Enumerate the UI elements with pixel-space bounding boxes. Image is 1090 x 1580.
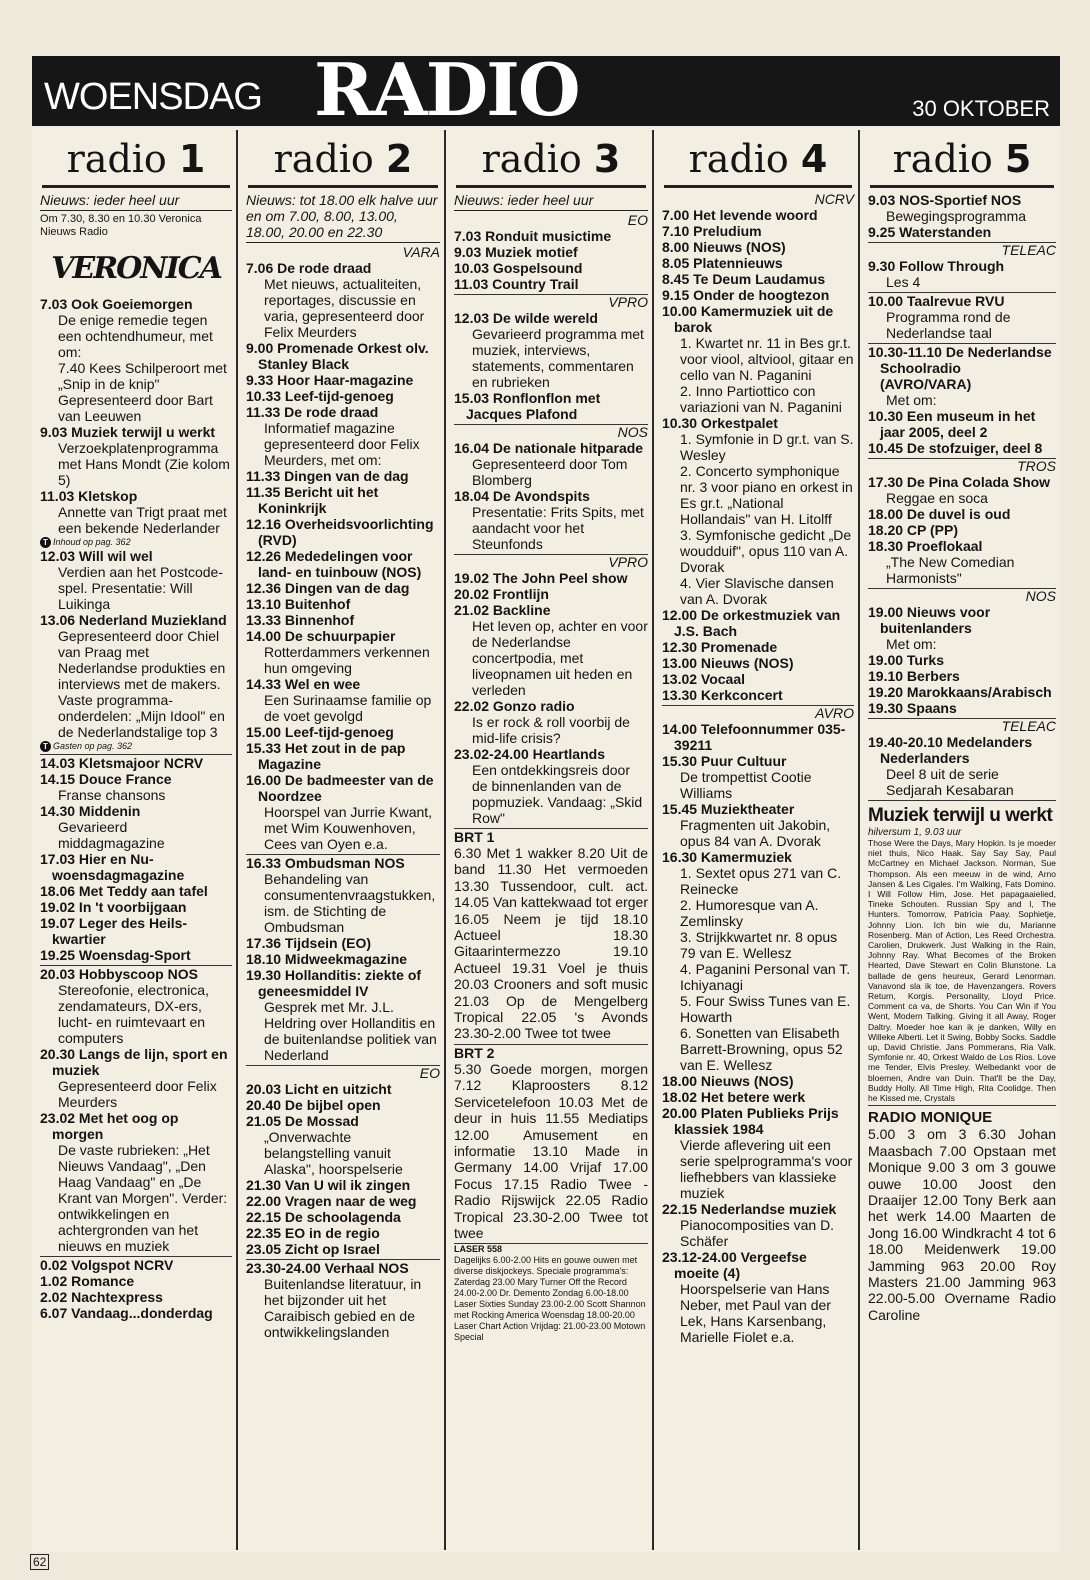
program-line: Hoorspelserie van Hans Neber, met Paul van der Lek, Hans Karsenbang, Marielle Fiolet e.a.	[680, 1281, 831, 1345]
program-line: 0.02 Volgspot NCRV	[40, 1257, 174, 1273]
program-line: 6.07 Vandaag...donderdag	[40, 1305, 213, 1321]
program-line: 23.30-24.00 Verhaal NOS	[246, 1260, 409, 1276]
laser-schedule: Dagelijks 6.00-2.00 Hits en gouwe ouwen met diverse diskjockeys. Speciale programma's: Zaterdag 23.00 Mary Turner Off the Record 24.00-2.00 Dr. Demento Zondag 6.00-18.00 Laser Sixties Sunday 23.00-2.00 Scott Shannon met Rocking America Woensdag 18.00-20.00 Laser Chart Action Vrijdag: 21.00-23.00 Motown Special	[454, 1255, 646, 1343]
program-line: 6. Sonetten van Elisabeth Barrett-Browning, opus 52 van E. Wellesz	[680, 1025, 843, 1073]
program-line: 4. Vier Slavische dansen van A. Dvorak	[680, 575, 834, 607]
program-line: 18.20 CP (PP)	[868, 522, 959, 538]
program-line: 12.16 Overheidsvoorlichting (RVD)	[246, 516, 434, 548]
program-block	[868, 343, 1056, 456]
program-line: 19.07 Leger des Heils-kwartier	[40, 915, 188, 947]
program-line: 2. Inno Partiottico con variazioni van N. Paganini	[680, 383, 842, 415]
program-line: 22.00 Vragen naar de weg	[246, 1193, 417, 1209]
program-line: 10.03 Gospelsound	[454, 260, 583, 276]
program-block	[662, 207, 854, 703]
program-line: 18.00 Nieuws (NOS)	[662, 1073, 794, 1089]
program-line: 12.26 Mededelingen voor land- en tuinbouw (NOS)	[246, 548, 422, 580]
program-line: 12.36 Dingen van de dag	[246, 580, 410, 596]
program-line: 21.02 Backline	[454, 602, 551, 618]
program-line: 22.35 EO in de regio	[246, 1225, 380, 1241]
program-block	[454, 440, 648, 552]
program-block	[868, 474, 1056, 586]
program-line: Gevarieerd middagmagazine	[58, 819, 165, 851]
program-line: Een Surinaamse familie op de voet gevolgd	[264, 692, 432, 724]
program-line: 22.02 Gonzo radio	[454, 698, 575, 714]
program-line: Presentatie: Frits Spits, met aandacht voor het Steunfonds	[472, 504, 644, 552]
program-block	[246, 1259, 440, 1340]
program-line: 17.03 Hier en Nu-woensdagmagazine	[40, 851, 185, 883]
broadcaster: EO	[419, 1065, 440, 1081]
program-line: 19.25 Woensdag-Sport	[40, 947, 191, 963]
feature-title: Muziek terwijl u werkt	[868, 805, 1053, 826]
program-line: 20.40 De bijbel open	[246, 1097, 381, 1113]
info-note: T Gasten op pag. 362	[40, 740, 232, 752]
program-line: 10.30 Orkestpalet	[662, 415, 778, 431]
program-line: 15.33 Het zout in de pap Magazine	[246, 740, 406, 772]
program-line: 19.40-20.10 Medelanders Nederlanders	[868, 734, 1033, 766]
program-line: 13.00 Nieuws (NOS)	[662, 655, 794, 671]
program-line: Buitenlandse literatuur, in het bijzonder uit het Caraibisch gebied en de ontwikkelingslanden	[264, 1276, 422, 1340]
program-line: 12.00 De orkestmuziek van J.S. Bach	[662, 607, 841, 639]
program-line: 20.02 Frontlijn	[454, 586, 549, 602]
program-line: 13.30 Kerkconcert	[662, 687, 783, 703]
program-line: 20.30 Langs de lijn, sport en muziek	[40, 1046, 228, 1078]
program-line: Het leven op, achter en voor de Nederlandse concertpodia, met liveopnamen uit heden en verleden	[472, 618, 648, 698]
program-line: 16.30 Kamermuziek	[662, 849, 792, 865]
program-line: 19.30 Spaans	[868, 700, 957, 716]
program-line: Deel 8 uit de serie Sedjarah Kesabaran	[886, 766, 1014, 798]
broadcaster: VPRO	[608, 554, 648, 570]
program-line: 23.12-24.00 Vergeefse moeite (4)	[662, 1249, 807, 1281]
program-line: 8.05 Platennieuws	[662, 255, 783, 271]
program-line: 2. Concerto symphonique nr. 3 voor piano en orkest in Es gr.t. „National Hollandais" van H. Litolff	[680, 463, 853, 527]
program-line: 1. Kwartet nr. 11 in Bes gr.t. voor viool, altviool, gitaar en cello van N. Paganini	[680, 335, 854, 383]
program-line: 9.15 Onder de hoogtezon	[662, 287, 830, 303]
program-line: 9.30 Follow Through	[868, 258, 1005, 274]
broadcaster: NOS	[1025, 588, 1056, 604]
broadcaster: TELEAC	[1001, 242, 1056, 258]
program-line: 17.36 Tijdsein (EO)	[246, 935, 372, 951]
program-line: 19.02 The John Peel show	[454, 570, 628, 586]
program-block	[454, 310, 648, 422]
program-line: 10.30 Een museum in het jaar 2005, deel 2	[868, 408, 1036, 440]
program-line: Rotterdammers verkennen hun omgeving	[264, 644, 430, 676]
program-block	[246, 854, 440, 1063]
program-line: 18.06 Met Teddy aan tafel	[40, 883, 208, 899]
program-line: 11.33 De rode draad	[246, 404, 379, 420]
program-description: Verzoekplatenprogramma met Hans Mondt (Zie kolom 5)	[58, 440, 230, 488]
program-line: 15.30 Puur Cultuur	[662, 753, 787, 769]
program-line: 2.02 Nachtexpress	[40, 1289, 163, 1305]
program-line: 1.02 Romance	[40, 1273, 135, 1289]
page-header	[32, 47, 1060, 132]
program-line: 7.00 Het levende woord	[662, 207, 818, 223]
program-line: De trompettist Cootie Williams	[680, 769, 812, 801]
program-line: 14.30 Middenin	[40, 803, 141, 819]
program-line: „Onverwachte belangstelling vanuit Alaska", hoorspelserie	[264, 1129, 403, 1177]
program-line: Programma rond de Nederlandse taal	[886, 309, 1011, 341]
program-line: 19.02 In 't voorbijgaan	[40, 899, 187, 915]
program-line: 19.10 Berbers	[868, 668, 960, 684]
program-line: 10.00 Taalrevue RVU	[868, 293, 1005, 309]
program-line: 8.00 Nieuws (NOS)	[662, 239, 786, 255]
program-line: 10.33 Leef-tijd-genoeg	[246, 388, 394, 404]
program-line: Gepresenteerd door Felix Meurders	[58, 1078, 217, 1110]
program-line: 19.20 Marokkaans/Arabisch	[868, 684, 1052, 700]
weekday: WOENSDAG	[44, 76, 262, 118]
broadcaster: VPRO	[608, 294, 648, 310]
program-line: 10.30-11.10 De Nederlandse Schoolradio (AVRO/VARA)	[868, 344, 1052, 392]
program-block	[662, 721, 854, 1345]
program-line: 11.35 Bericht uit het Koninkrijk	[246, 484, 379, 516]
program-line: 23.02-24.00 Heartlands	[454, 746, 605, 762]
program-line: 17.30 De Pina Colada Show	[868, 474, 1051, 490]
column-title: radio 2	[248, 130, 438, 188]
program-block	[868, 258, 1056, 290]
program-line: 3. Strijkkwartet nr. 8 opus 79 van E. Wellesz	[680, 929, 838, 961]
program-line: 2. Humoresque van A. Zemlinsky	[680, 897, 819, 929]
program-line: 12.03 De wilde wereld	[454, 310, 598, 326]
program-line: 22.15 Nederlandse muziek	[662, 1201, 837, 1217]
program-line: 9.25 Waterstanden	[868, 224, 992, 240]
column-radio-5	[858, 130, 1060, 1550]
brt1-schedule: 6.30 Met 1 wakker 8.20 Uit de band 11.30 Het vermoeden 13.30 Tussendoor, cult. act. 14.05 Van kattekwaad tot erger 16.05 Neem je tijd 18.10 Actueel 18.30 Gitaarintermezzo 19.10 Actueel 19.31 Voel je thuis 20.03 Crooners and soft music 21.03 Op de Mengelberg Tropical 22.05 's Avonds 23.30-2.00 Twee tot twee	[454, 845, 648, 1042]
program-line: 5. Four Swiss Tunes van E. Howarth	[680, 993, 851, 1025]
veronica-logo: VERONICA	[51, 251, 221, 286]
program-line: 18.04 De Avondspits	[454, 488, 590, 504]
brt1-title: BRT 1	[454, 829, 495, 845]
program-line: 18.02 Het betere werk	[662, 1089, 806, 1105]
program-line: 14.15 Douce France	[40, 771, 172, 787]
radio-monique-title: RADIO MONIQUE	[868, 1109, 993, 1127]
program-line: 14.33 Wel en wee	[246, 676, 361, 692]
program-line: Gesprek met Mr. J.L. Heldring over Hollanditis en de buitenlandse politiek van Nederland	[264, 999, 437, 1063]
program-block	[868, 604, 1056, 716]
program-line: Franse chansons	[58, 787, 166, 803]
column-radio-4	[652, 130, 858, 1550]
program-line: 18.00 De duvel is oud	[868, 506, 1011, 522]
broadcaster: VARA	[402, 244, 440, 260]
column-title: radio 3	[456, 130, 646, 188]
program-line: 14.03 Kletsmajoor NCRV	[40, 755, 204, 771]
program-line: Met nieuws, actualiteiten, reportages, discussie en varia, gepresenteerd door Felix Meurders	[264, 276, 425, 340]
feature-subtitle: hilversum 1, 9.03 uur	[868, 827, 962, 838]
program-line: 9.03 Muziek motief	[454, 244, 578, 260]
program-line: 9.33 Hoor Haar-magazine	[246, 372, 414, 388]
program-title: 11.03 Kletskop	[40, 488, 138, 504]
program-list	[40, 296, 232, 536]
broadcaster: TROS	[1017, 458, 1056, 474]
program-line: Stereofonie, electronica, zendamateurs, DX-ers, lucht- en ruimtevaart en computers	[58, 982, 209, 1046]
program-line: 13.33 Binnenhof	[246, 612, 355, 628]
program-line: Met om:	[886, 636, 937, 652]
broadcaster: TELEAC	[1001, 718, 1056, 734]
program-line: 10.45 De stofzuiger, deel 8	[868, 440, 1043, 456]
program-line: 21.30 Van U wil ik zingen	[246, 1177, 411, 1193]
feature-playlist: Those Were the Days, Mary Hopkin. Is je moeder niet thuis, Nico Haak. Say Say Say, Paul McCartney en Michael Jackson. Norman, Sue Thompson. Als een meeuw in de wind, Arno Jansen & Les Cigales. I'm Walking, Fats Domino. I Will Follow Him, Jose. Het papagaaielied, Tineke Schouten. Russian Spy and I, The Hunters. Tomorrow, Patricia Paay. Sophietje, Johnny Lion. Ich bin wie du, Marianne Rosenberg. Man of Action, Les Reed Orchestra. Carolien, Drukwerk. Just Walking in the Rain, Johnny Ray. What Becomes of the Broken Hearted, Dave Stewart en Colin Blunstone. La ballade de gens heureux, Gerard Lenorman. Vanavond sla ik toe, de Havenzangers. Rovers Return, Korgis. Personality, Lloyd Price. Comment ca va, de Shorts. You Can Win if You Went, Modern Talking. Giving it all Away, Roger Daltry. Moeder hoe kan ik je danken, Willy en Willeke Alberti. Let it Swing, Bobby Socks. Saddle up, David Christie. Jans Pommerans, Ria Valk. Symfonie nr. 40, Orkest Waldo de Los Rios. Love me Tender, Elvis Presley. Welbedankt voor de bloemen, Andre van Duin. That'll be the Day, Buddy Holly. All Time High, Rita Coolidge. Then he Kissed me, Crystals	[868, 838, 1056, 1104]
program-block	[454, 228, 648, 292]
program-line: Een ontdekkingsreis door de binnenlanden van de popmuziek. Vandaag: „Skid Row"	[472, 762, 643, 826]
program-line: 22.15 De schoolagenda	[246, 1209, 401, 1225]
program-line: 16.33 Ombudsman NOS	[246, 855, 405, 871]
column-radio-2	[236, 130, 444, 1550]
program-line: Informatief magazine gepresenteerd door Felix Meurders, met om:	[264, 420, 420, 468]
program-line: 13.02 Vocaal	[662, 671, 746, 687]
program-line: 9.00 Promenade Orkest olv. Stanley Black	[246, 340, 429, 372]
news-note: Nieuws: ieder heel uur	[454, 192, 648, 211]
program-line: 7.03 Ronduit musictime	[454, 228, 612, 244]
program-line: 15.00 Leef-tijd-genoeg	[246, 724, 394, 740]
program-line: Vierde aflevering uit een serie spelprogramma's voor liefhebbers van klassieke muziek	[680, 1137, 853, 1201]
program-title: 7.03 Ook Goeiemorgen	[40, 296, 193, 312]
program-line: 8.45 Te Deum Laudamus	[662, 271, 826, 287]
program-block	[454, 570, 648, 826]
date: 30 OKTOBER	[912, 96, 1050, 121]
program-line: „The New Comedian Harmonists"	[886, 554, 1015, 586]
program-description: 7.40 Kees Schilperoort met „Snip in de knip" Gepresenteerd door Bart van Leeuwen	[58, 360, 227, 424]
program-line: Hoorspel van Jurrie Kwant, met Wim Kouwenhoven, Cees van Oyen e.a.	[264, 804, 433, 852]
program-line: 12.30 Promenade	[662, 639, 778, 655]
program-line: 21.05 De Mossad	[246, 1113, 359, 1129]
program-line: 3. Symfonische gedicht „De woudduif", opus 110 van A. Dvorak	[680, 527, 852, 575]
program-line: 20.00 Platen Publieks Prijs klassiek 1984	[662, 1105, 839, 1137]
program-line: 1. Sextet opus 271 van C. Reinecke	[680, 865, 842, 897]
program-line: 13.10 Buitenhof	[246, 596, 351, 612]
station-columns	[32, 130, 1060, 1550]
program-line: Is er rock & roll voorbij de mid-life crisis?	[472, 714, 630, 746]
news-note: Nieuws: ieder heel uur	[40, 192, 232, 211]
radio-monique-schedule: 5.00 3 om 3 6.30 Johan Maasbach 7.00 Opstaan met Monique 9.00 3 om 3 gouwe ouwe 10.00 Joost den Draaijer 12.00 Tony Berk aan het werk 14.00 Maarten de Jong 16.00 Windkracht 4 tot 6 18.00 Meidenwerk 19.00 Jamming 963 20.00 Roy Masters 21.00 Jamming 963 22.00-5.00 Overname Radio Caroline	[868, 1126, 1056, 1323]
program-description: Annette van Trigt praat met een bekende Nederlander	[58, 504, 227, 536]
brt2-title: BRT 2	[454, 1044, 495, 1061]
program-line: 10.00 Kamermuziek uit de barok	[662, 303, 834, 335]
column-title: radio 5	[870, 130, 1054, 188]
info-note: T Inhoud op pag. 362	[40, 536, 232, 548]
block-divider	[868, 800, 1056, 801]
program-line: 15.45 Muziektheater	[662, 801, 795, 817]
program-line: Gevarieerd programma met muziek, interviews, statements, commentaren en rubrieken	[472, 326, 644, 390]
program-line: 19.30 Hollanditis: ziekte of geneesmiddel IV	[246, 967, 422, 999]
program-line: 14.00 De schuurpapier	[246, 628, 396, 644]
program-block	[868, 292, 1056, 341]
section-title: RADIO	[314, 47, 579, 132]
program-line: 18.10 Midweekmagazine	[246, 951, 408, 967]
broadcaster: AVRO	[815, 705, 854, 721]
program-line: Met om:	[886, 392, 937, 408]
laser-title: LASER 558	[454, 1244, 503, 1255]
brt2-schedule: 5.30 Goede morgen, morgen 7.12 Klaproosters 8.12 Servicetelefoon 10.03 Met de deur in huis 11.55 Mediatips 12.00 Amusement en informatie 13.10 Made in Germany 14.00 Vrijaf 17.00 Focus 17.15 Radio Twee - Radio Rijswijck 22.05 Radio Tropical 23.30-2.00 Twee tot twee	[454, 1060, 648, 1241]
program-line: 18.30 Proeflokaal	[868, 538, 983, 554]
program-line: 9.03 NOS-Sportief NOS	[868, 192, 1022, 208]
column-title: radio 1	[42, 130, 230, 188]
program-line: Gepresenteerd door Tom Blomberg	[472, 456, 628, 488]
program-line: De vaste rubrieken: „Het Nieuws Vandaag", „Den Haag Vandaag" en „De Krant van Morgen". Verder: ontwikkelingen en achtergronden van het nieuws en muziek	[58, 1142, 228, 1254]
program-line: Reggae en soca	[886, 490, 988, 506]
program-line: 23.02 Met het oog op morgen	[40, 1110, 179, 1142]
broadcaster: EO	[627, 212, 648, 228]
program-block	[246, 260, 440, 852]
page-number: 62	[30, 1554, 49, 1570]
program-line: 16.04 De nationale hitparade	[454, 440, 644, 456]
program-line: 19.00 Nieuws voor buitenlanders	[868, 604, 991, 636]
program-description: Gepresenteerd door Chiel van Praag met Nederlandse produkties en interviews met de makers. Vaste programma-onderdelen: „Mijn Idool" en de Nederlandstalige top 3	[58, 628, 226, 740]
column-radio-1	[32, 130, 236, 1550]
program-block	[40, 965, 232, 1254]
program-line: 4. Paganini Personal van T. Ichiyanagi	[680, 961, 851, 993]
program-line: 11.03 Country Trail	[454, 276, 579, 292]
program-block	[868, 192, 1056, 240]
program-line: 15.03 Ronflonflon met Jacques Plafond	[454, 390, 601, 422]
program-line: Behandeling van consumentenvraagstukken, ism. de Stichting de Ombudsman	[264, 871, 436, 935]
program-list	[40, 548, 232, 740]
news-note: Nieuws: tot 18.00 elk halve uur en om 7.00, 8.00, 13.00, 18.00, 20.00 en 22.30	[246, 192, 440, 243]
program-line: 20.03 Hobbyscoop NOS	[40, 966, 198, 982]
program-line: Fragmenten uit Jakobin, opus 84 van A. Dvorak	[680, 817, 831, 849]
program-line: 1. Symfonie in D gr.t. van S. Wesley	[680, 431, 854, 463]
program-line: Pianocomposities van D. Schäfer	[680, 1217, 835, 1249]
program-line: Les 4	[886, 274, 921, 290]
broadcaster: NCRV	[814, 191, 854, 207]
program-title: 12.03 Will wil wel	[40, 548, 153, 564]
program-line: 20.03 Licht en uitzicht	[246, 1081, 392, 1097]
program-line: Bewegingsprogramma	[886, 208, 1027, 224]
tv-guide-page	[32, 47, 1060, 1552]
program-description: Verdien aan het Postcode-spel. Presentatie: Will Luikinga	[58, 564, 224, 612]
program-block	[246, 1081, 440, 1257]
program-line: 23.05 Zicht op Israel	[246, 1241, 380, 1257]
program-line: 19.00 Turks	[868, 652, 945, 668]
program-title: 13.06 Nederland Muziekland	[40, 612, 227, 628]
program-title: 9.03 Muziek terwijl u werkt	[40, 424, 216, 440]
column-title: radio 4	[664, 130, 852, 188]
program-line: 11.33 Dingen van de dag	[246, 468, 409, 484]
program-block	[868, 734, 1056, 798]
program-block	[40, 754, 232, 963]
column-radio-3	[444, 130, 652, 1550]
program-line: 7.06 De rode draad	[246, 260, 372, 276]
program-block	[40, 1256, 232, 1321]
block-divider	[868, 1105, 1056, 1106]
program-line: 7.10 Preludium	[662, 223, 762, 239]
news-note-2: Om 7.30, 8.30 en 10.30 Veronica Nieuws Radio	[40, 213, 202, 238]
broadcaster: NOS	[617, 424, 648, 440]
program-line: 14.00 Telefoonnummer 035-39211	[662, 721, 846, 753]
program-line: 16.00 De badmeester van de Noordzee	[246, 772, 434, 804]
program-description: De enige remedie tegen een ochtendhumeur, met om:	[58, 312, 213, 360]
